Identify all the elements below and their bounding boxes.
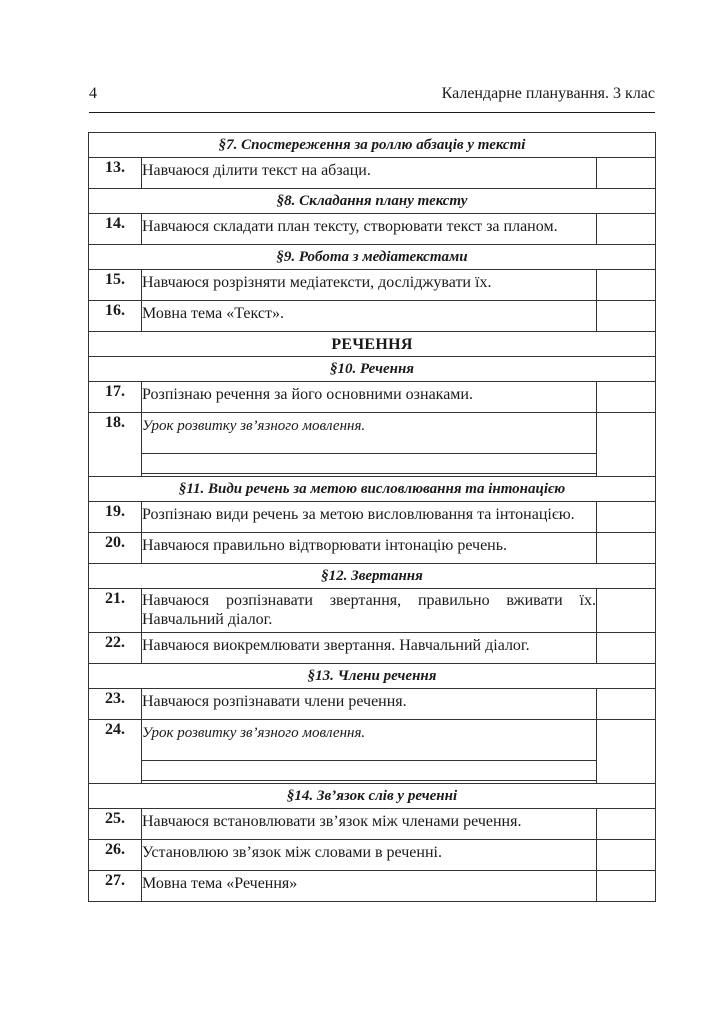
lesson-row <box>89 533 656 564</box>
lesson-row <box>89 158 656 189</box>
lesson-topic: Навчаюся виокремлювати звертання. Навчальний діалог. <box>142 633 597 664</box>
lesson-row <box>89 589 656 633</box>
lesson-row <box>89 270 656 301</box>
header-rule <box>89 112 655 113</box>
section-title-row <box>89 784 656 809</box>
lesson-topic: Урок розвитку зв’язного мовлення. <box>142 418 366 434</box>
lesson-topic: Навчаюся складати план тексту, створювати текст за планом. <box>142 214 597 245</box>
lesson-plan-body <box>89 133 656 902</box>
section-title-row <box>89 133 656 158</box>
section-title-row <box>89 245 656 270</box>
writing-line[interactable] <box>142 436 596 454</box>
lesson-row <box>89 214 656 245</box>
date-mark-cell[interactable] <box>597 301 656 332</box>
date-mark-cell[interactable] <box>597 533 656 564</box>
date-mark-cell[interactable] <box>597 689 656 720</box>
lesson-topic: Розпізнаю види речень за метою висловлювання та інтонацією. <box>142 502 597 533</box>
lesson-number: 24. <box>89 720 142 784</box>
page-number: 4 <box>89 85 97 102</box>
lesson-row <box>89 689 656 720</box>
lesson-number: 26. <box>89 840 142 871</box>
section-title-row <box>89 564 656 589</box>
lesson-row <box>89 840 656 871</box>
lesson-row <box>89 502 656 533</box>
lesson-row <box>89 720 656 784</box>
lesson-row <box>89 382 656 413</box>
writing-line[interactable] <box>142 454 596 474</box>
lesson-topic: Навчаюся правильно відтворювати інтонацію речень. <box>142 533 597 564</box>
lesson-row <box>89 301 656 332</box>
section-title: §13. Члени речення <box>89 664 656 689</box>
lesson-number: 23. <box>89 689 142 720</box>
lesson-topic: Навчаюся ділити текст на абзаци. <box>142 158 597 189</box>
lesson-number: 17. <box>89 382 142 413</box>
lesson-topic: Навчаюся встановлювати зв’язок між членами речення. <box>142 809 597 840</box>
lesson-row <box>89 633 656 664</box>
speech-lesson-cell <box>142 720 597 784</box>
lesson-number: 21. <box>89 589 142 633</box>
lesson-number: 19. <box>89 502 142 533</box>
lesson-plan-table <box>88 132 656 902</box>
lesson-row <box>89 413 656 477</box>
chapter-heading-row <box>89 332 656 357</box>
lesson-number: 18. <box>89 413 142 477</box>
lesson-number: 13. <box>89 158 142 189</box>
date-mark-cell[interactable] <box>597 840 656 871</box>
section-title: §8. Складання плану тексту <box>89 189 656 214</box>
section-title: §7. Спостереження за роллю абзаців у тексті <box>89 133 656 158</box>
lesson-number: 27. <box>89 871 142 902</box>
date-mark-cell[interactable] <box>597 382 656 413</box>
lesson-number: 14. <box>89 214 142 245</box>
date-mark-cell[interactable] <box>597 413 656 477</box>
lesson-number: 25. <box>89 809 142 840</box>
writing-line[interactable] <box>142 743 596 761</box>
lesson-number: 22. <box>89 633 142 664</box>
date-mark-cell[interactable] <box>597 502 656 533</box>
date-mark-cell[interactable] <box>597 871 656 902</box>
section-title-row <box>89 357 656 382</box>
section-title: §12. Звертання <box>89 564 656 589</box>
lesson-number: 15. <box>89 270 142 301</box>
page-header <box>89 85 655 107</box>
date-mark-cell[interactable] <box>597 214 656 245</box>
section-title-row <box>89 189 656 214</box>
section-title: §9. Робота з медіатекстами <box>89 245 656 270</box>
lesson-topic: Розпізнаю речення за його основними ознаками. <box>142 382 597 413</box>
speech-lesson-cell <box>142 413 597 477</box>
lesson-number: 16. <box>89 301 142 332</box>
lesson-topic: Мовна тема «Речення» <box>142 871 597 902</box>
writing-line[interactable] <box>142 761 596 781</box>
lesson-topic: Мовна тема «Текст». <box>142 301 597 332</box>
lesson-number: 20. <box>89 533 142 564</box>
date-mark-cell[interactable] <box>597 720 656 784</box>
date-mark-cell[interactable] <box>597 589 656 633</box>
date-mark-cell[interactable] <box>597 633 656 664</box>
section-title-row <box>89 664 656 689</box>
date-mark-cell[interactable] <box>597 809 656 840</box>
lesson-topic: Установлюю зв’язок між словами в реченні. <box>142 840 597 871</box>
lesson-topic: Навчаюся розпізнавати члени речення. <box>142 689 597 720</box>
lesson-row <box>89 871 656 902</box>
lesson-topic: Урок розвитку зв’язного мовлення. <box>142 725 366 741</box>
section-title: §11. Види речень за метою висловлювання та інтонацією <box>89 477 656 502</box>
lesson-row <box>89 809 656 840</box>
date-mark-cell[interactable] <box>597 270 656 301</box>
running-title: Календарне планування. 3 клас <box>441 85 655 102</box>
chapter-heading: РЕЧЕННЯ <box>89 332 656 357</box>
section-title-row <box>89 477 656 502</box>
date-mark-cell[interactable] <box>597 158 656 189</box>
section-title: §14. Зв’язок слів у реченні <box>89 784 656 809</box>
section-title: §10. Речення <box>89 357 656 382</box>
lesson-topic: Навчаюся розпізнавати звертання, правильно вживати їх. Навчальний діалог. <box>142 589 597 633</box>
lesson-topic: Навчаюся розрізняти медіатексти, досліджувати їх. <box>142 270 597 301</box>
